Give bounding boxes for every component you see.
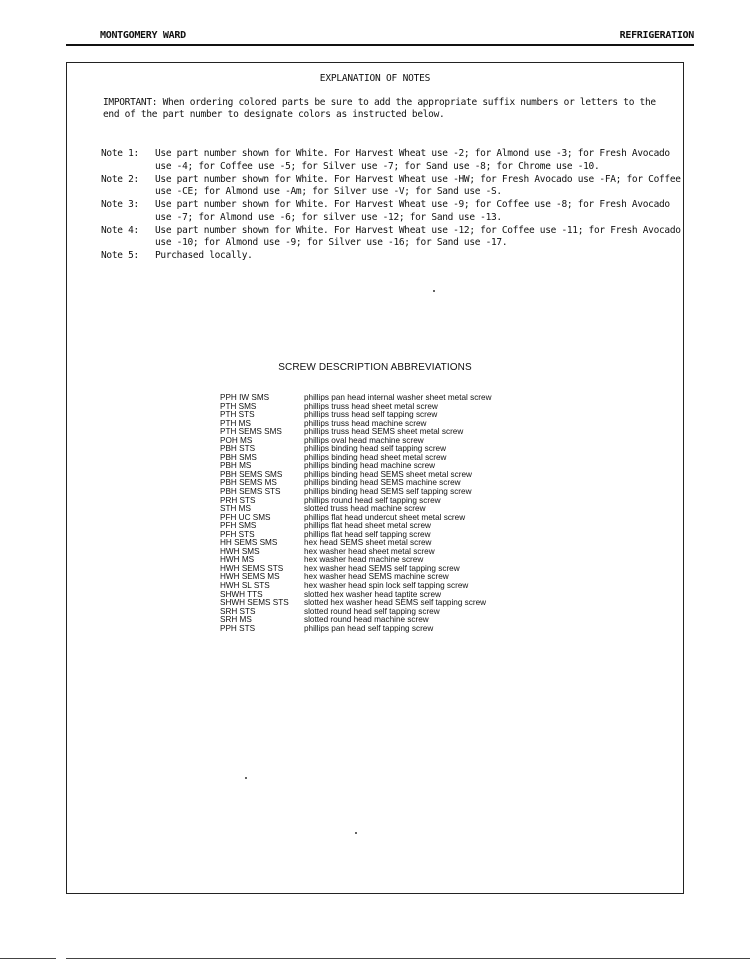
notes-title: EXPLANATION OF NOTES [319, 73, 431, 84]
abbreviation-row [220, 625, 492, 634]
note-text: Use part number shown for White. For Harvest Wheat use -12; for Coffee use -11; for Fresh Avocado use -10; for Almond use -9; for Silver use -16; for Sand use -17. [155, 224, 681, 248]
abbreviation-description: slotted round head self tapping screw [304, 606, 440, 616]
note-label: Note 1: [101, 148, 139, 159]
abbreviation-code: PBH SEMS SMS [220, 469, 283, 479]
abbreviation-description: hex washer head spin lock self tapping screw [304, 581, 469, 591]
abbreviation-description: phillips truss head SEMS sheet metal screw [304, 427, 464, 437]
note-label: Note 4: [101, 224, 139, 236]
note-item [101, 225, 681, 250]
abbreviation-code: SHWH TTS [220, 589, 263, 599]
abbreviation-description: phillips binding head self tapping screw [304, 444, 447, 454]
note-label: Note 2: [101, 173, 139, 185]
scan-edge-line [0, 958, 56, 959]
header-section: REFRIGERATION [619, 30, 694, 41]
abbreviation-description: phillips pan head self tapping screw [304, 623, 434, 633]
abbreviation-description: slotted hex washer head SEMS self tapping screw [304, 598, 487, 608]
abbreviation-code: STH MS [220, 504, 251, 514]
abbreviation-description: phillips pan head internal washer sheet metal screw [304, 393, 492, 402]
abbreviation-code: PBH SEMS STS [220, 487, 281, 497]
note-item [101, 199, 681, 224]
abbreviation-code: PRH STS [220, 495, 256, 505]
abbreviation-code: HWH SL STS [220, 581, 270, 591]
important-paragraph: IMPORTANT: When ordering colored parts be sure to add the appropriate suffix numbers or letters to the end of the part number to designate colors as instructed below. [103, 97, 656, 120]
abbreviation-description: phillips round head self tapping screw [304, 495, 441, 505]
abbreviation-code: HWH SEMS STS [220, 563, 284, 573]
abbreviation-code: PTH SMS [220, 401, 257, 411]
abbreviation-code: SRH MS [220, 615, 252, 625]
note-item [101, 250, 681, 263]
abbreviation-code: PFH SMS [220, 521, 257, 531]
abbreviation-description: phillips flat head sheet metal screw [304, 521, 431, 531]
note-text: Purchased locally. [155, 250, 253, 261]
abbreviation-code: POH MS [220, 435, 253, 445]
screw-abbreviations-list [220, 394, 492, 633]
abbreviation-description: phillips truss head self tapping screw [304, 410, 438, 420]
abbreviation-code: PBH SMS [220, 452, 257, 462]
note-label: Note 3: [101, 199, 139, 210]
abbreviation-description: hex washer head machine screw [304, 555, 424, 565]
abbreviation-code: PBH STS [220, 444, 256, 454]
note-text: Use part number shown for White. For Harvest Wheat use -9; for Coffee use -8; for Fresh Avocado use -7; for Almond use -6; for silver use -12; for Sand use -13. [155, 199, 670, 223]
scan-speck [245, 777, 247, 779]
abbreviation-code: HWH SEMS MS [220, 572, 280, 582]
abbreviation-code: PTH SEMS SMS [220, 427, 282, 437]
abbreviation-code: HWH MS [220, 555, 255, 565]
abbreviation-description: phillips binding head SEMS self tapping screw [304, 487, 472, 497]
abbreviation-code: PPH IW SMS [220, 393, 270, 402]
notes-list [101, 148, 681, 263]
abbreviation-description: slotted hex washer head taptite screw [304, 589, 441, 599]
content-frame [66, 62, 684, 894]
abbreviation-code: HWH SMS [220, 546, 260, 556]
abbreviation-code: SRH STS [220, 606, 256, 616]
note-text: Use part number shown for White. For Harvest Wheat use -2; for Almond use -3; for Fresh Avocado use -4; for Coffee use -5; for Silver use -7; for Sand use -8; for Chrome use -10. [155, 148, 670, 172]
abbreviation-description: phillips flat head undercut sheet metal screw [304, 512, 466, 522]
abbreviation-code: PFH STS [220, 529, 255, 539]
screw-abbreviations-title: SCREW DESCRIPTION ABBREVIATIONS [278, 362, 472, 373]
scan-edge-line [66, 958, 750, 959]
abbreviation-description: slotted round head machine screw [304, 615, 429, 625]
abbreviation-description: phillips truss head machine screw [304, 418, 427, 428]
abbreviation-description: hex head SEMS sheet metal screw [304, 538, 432, 548]
scan-speck [355, 832, 357, 834]
scan-speck [433, 290, 435, 292]
header-brand: MONTGOMERY WARD [100, 30, 186, 41]
abbreviation-description: hex washer head SEMS machine screw [304, 572, 449, 582]
abbreviation-code: SHWH SEMS STS [220, 598, 289, 608]
abbreviation-code: PBH MS [220, 461, 252, 471]
abbreviation-code: PTH MS [220, 418, 251, 428]
abbreviation-code: HH SEMS SMS [220, 538, 278, 548]
header-rule [66, 44, 694, 46]
abbreviation-description: hex washer head sheet metal screw [304, 546, 435, 556]
abbreviation-code: PTH STS [220, 410, 255, 420]
abbreviation-description: phillips binding head SEMS machine screw [304, 478, 461, 488]
abbreviation-description: phillips oval head machine screw [304, 435, 424, 445]
abbreviation-code: PBH SEMS MS [220, 478, 277, 488]
note-item [101, 148, 681, 173]
abbreviation-description: slotted truss head machine screw [304, 504, 426, 514]
abbreviation-description: phillips binding head SEMS sheet metal screw [304, 469, 472, 479]
abbreviation-code: PFH UC SMS [220, 512, 271, 522]
abbreviation-description: phillips flat head self tapping screw [304, 529, 431, 539]
note-item [101, 174, 681, 199]
abbreviation-description: phillips binding head sheet metal screw [304, 452, 447, 462]
abbreviation-code: PPH STS [220, 623, 256, 633]
note-text: Use part number shown for White. For Harvest Wheat use -HW; for Fresh Avocado use -FA; for Coffee use -CE; for Almond use -Am; for Silver use -V; for Sand use -S. [155, 173, 681, 197]
abbreviation-description: phillips binding head machine screw [304, 461, 436, 471]
note-label: Note 5: [101, 250, 139, 261]
abbreviation-description: hex washer head SEMS self tapping screw [304, 563, 460, 573]
abbreviation-description: phillips truss head sheet metal screw [304, 401, 438, 411]
